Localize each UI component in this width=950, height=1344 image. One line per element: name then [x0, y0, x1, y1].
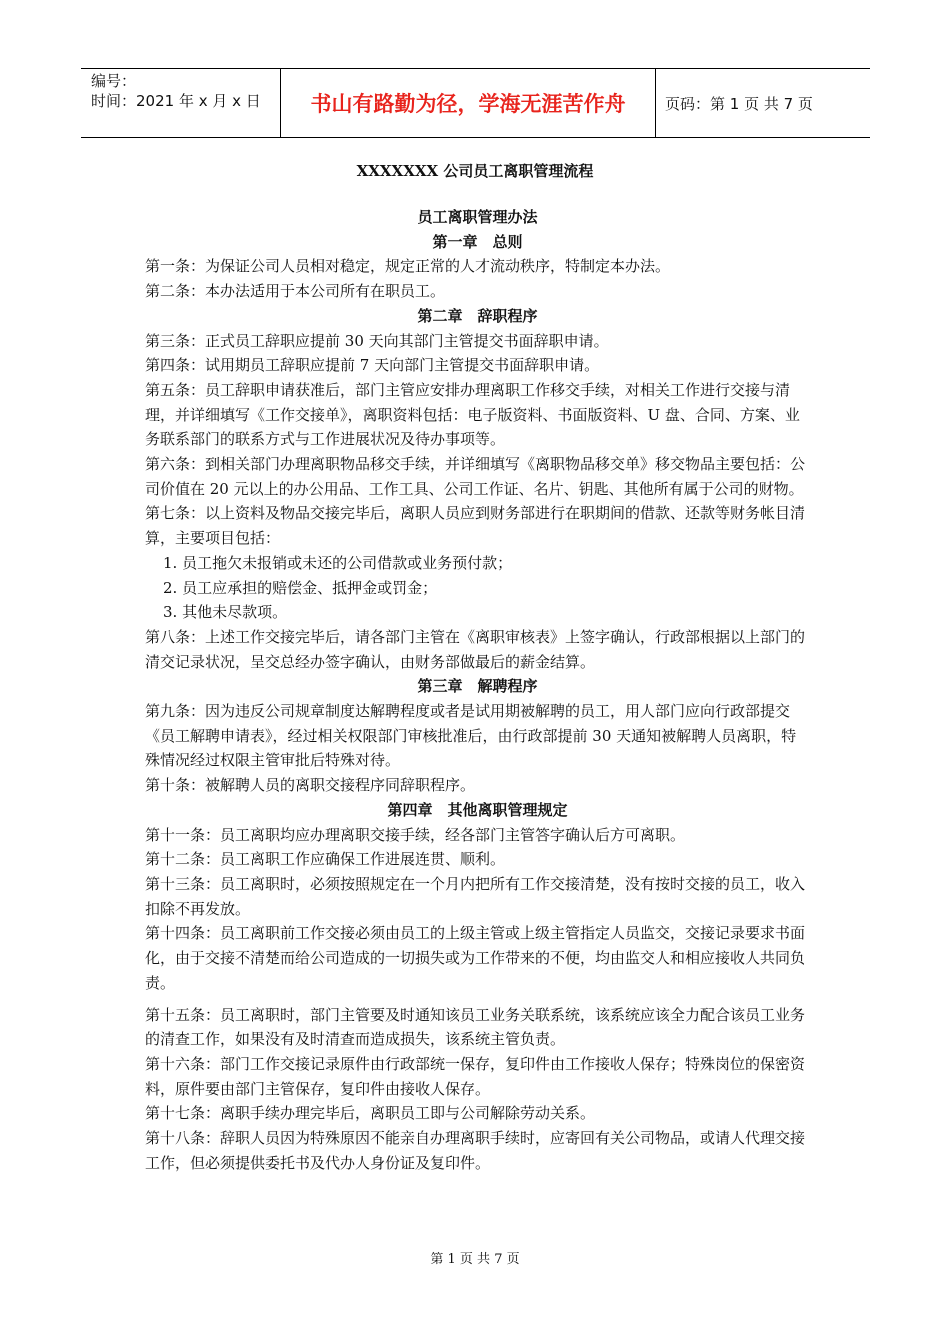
chapter-heading: 第二章 辞职程序 — [417, 306, 538, 325]
number-label: 编号： — [91, 72, 137, 90]
article: 第十六条：部门工作交接记录原件由行政部统一保存，复印件由工作接收人保存；特殊岗位的保密资料，原件要由部门主管保存，复印件由接收人保存。 — [145, 1054, 806, 1098]
article: 第十七条：离职手续办理完毕后，离职员工即与公司解除劳动关系。 — [145, 1104, 596, 1123]
article: 第十二条：员工离职工作应确保工作进展连贯、顺利。 — [145, 850, 506, 869]
list-item: 1. 员工拖欠未报销或未还的公司借款或业务预付款； — [163, 553, 513, 572]
page-label: 页码：第 1 页 共 7 页 — [665, 94, 813, 113]
time-label: 时间：2021 年 x 月 x 日 — [91, 92, 261, 110]
page-footer: 第 1 页 共 7 页 — [430, 1252, 520, 1267]
document-title: XXXXXXX 公司员工离职管理流程 — [356, 162, 594, 180]
article: 第十三条：员工离职时，必须按照规定在一个月内把所有工作交接清楚，没有按时交接的员工，收入扣除不再发放。 — [145, 874, 806, 918]
subtitle: 员工离职管理办法 — [417, 208, 538, 226]
article: 第七条：以上资料及物品交接完毕后，离职人员应到财务部进行在职期间的借款、还款等财务帐目清算，主要项目包括： — [145, 504, 806, 548]
chapter-heading: 第三章 解聘程序 — [417, 677, 538, 696]
article: 第十八条：辞职人员因为特殊原因不能亲自办理离职手续时，应寄回有关公司物品，或请人代理交接工作，但必须提供委托书及代办人身份证及复印件。 — [145, 1129, 806, 1172]
article: 第十一条：员工离职均应办理离职交接手续，经各部门主管答字确认后方可离职。 — [145, 825, 686, 844]
article: 第四条：试用期员工辞职应提前 7 天向部门主管提交书面辞职申请。 — [145, 356, 600, 375]
article: 第三条：正式员工辞职应提前 30 天向其部门主管提交书面辞职申请。 — [145, 331, 609, 350]
article: 第十四条：员工离职前工作交接必须由员工的上级主管或上级主管指定人员监交，交接记录要求书面化，由于交接不清楚而给公司造成的一切损失或为工作带来的不便，均由监交人和相应接收人共同负责。 — [145, 924, 806, 992]
article: 第二条：本办法适用于本公司所有在职员工。 — [145, 282, 446, 301]
article: 第八条：上述工作交接完毕后，请各部门主管在《离职审核表》上签字确认，行政部根据以上部门的清交记录状况，呈交总经办签字确认，由财务部做最后的薪金结算。 — [145, 627, 806, 671]
header-table — [81, 68, 870, 138]
header-meta — [81, 69, 281, 137]
article: 第十五条：员工离职时，部门主管要及时通知该员工业务关联系统，该系统应该全力配合该员工业务的清查工作，如果没有及时清查而造成损失，该系统主管负责。 — [145, 1005, 806, 1049]
article: 第一条：为保证公司人员相对稳定，规定正常的人才流动秩序，特制定本办法。 — [145, 257, 671, 276]
chapter-heading: 第一章 总则 — [432, 232, 523, 251]
document-body — [145, 205, 810, 1175]
article: 第九条：因为违反公司规章制度达解聘程度或者是试用期被解聘的员工，用人部门应向行政部提交《员工解聘申请表》，经过相关权限部门审核批准后，由行政部提前 30 天通知被解聘人员离职，特殊情况经过权限主管审批后特殊对待。 — [145, 702, 797, 770]
article: 第六条：到相关部门办理离职物品移交手续，并详细填写《离职物品移交单》移交物品主要包括：公司价值在 20 元以上的办公用品、工作工具、公司工作证、名片、钥匙、其他所有属于公司的财物。 — [145, 455, 806, 498]
motto: 书山有路勤为径，学海无涯苦作舟 — [281, 69, 656, 137]
chapter-heading: 第四章 其他离职管理规定 — [387, 800, 568, 819]
list-item: 3. 其他未尽款项。 — [163, 603, 288, 622]
list-item: 2. 员工应承担的赔偿金、抵押金或罚金； — [163, 578, 438, 597]
article: 第五条：员工辞职申请获准后，部门主管应安排办理离职工作移交手续，对相关工作进行交接与清理，并详细填写《工作交接单》，离职资料包括：电子版资料、书面版资料、U 盘、合同、方案、业务联系部门的联系方式与工作进展状况及待办事项等。 — [145, 380, 800, 449]
article: 第十条：被解聘人员的离职交接程序同辞职程序。 — [145, 776, 476, 795]
